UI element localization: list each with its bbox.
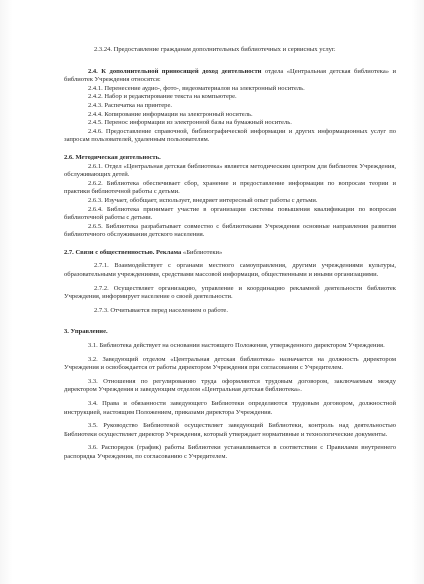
section-2-7-title-rest: «Библиотеки» bbox=[181, 248, 223, 256]
paragraph-2-6-5: 2.6.5. Библиотека разрабатывает совместно с библиотеками Учреждения основные направления развития библиотечного обслуживания детского населения. bbox=[64, 222, 396, 239]
item-2-4-2: 2.4.2. Набор и редактирование текста на компьютере. bbox=[88, 93, 237, 101]
paragraph-3-4: 3.4. Права и обязанности заведующего Библиотеки определяются трудовым договором, должностной инструкцией, настоящим Положением, приказами директора Учреждения. bbox=[64, 400, 396, 416]
paragraph-2-6-2: 2.6.2. Библиотека обеспечивает сбор, хранение и предоставление информации по вопросам теории и практики библиотечной работы с детьми. bbox=[64, 179, 396, 196]
paragraph-2-7-3: 2.7.3. Отчитывается перед населением о работе. bbox=[94, 306, 228, 314]
item-2-4-1: 2.4.1. Перенесение аудио-, фото-, видеоматериалов на электронный носитель. bbox=[88, 84, 305, 92]
section-2-4-heading bbox=[64, 68, 396, 85]
section-2-4-title: 2.4. К дополнительной приносящей доход деятельности bbox=[88, 67, 262, 75]
item-2-4-6: 2.4.6. Предоставление справочной, библиографической информации и других информационных услуг по запросам пользователей, удаленным пользователям. bbox=[64, 127, 396, 144]
section-2-6-heading: 2.6. Методическая деятельность. bbox=[64, 153, 161, 161]
paragraph-3-3: 3.3. Отношения по регулированию труда оформляются трудовым договором, заключаемым между директором Учреждения и заведующим отделом «Центральная детская библиотека». bbox=[64, 377, 396, 394]
paragraph-3-5: 3.5. Руководство Библиотекой осуществляет заведующий Библиотеки, контроль над деятельностью Библиотеки осуществляет директор Учреждения, который утверждает нормативные и технологические документы. bbox=[64, 422, 396, 438]
paragraph-2-6-3: 2.6.3. Изучает, обобщает, использует, внедряет интересный опыт работы с детьми. bbox=[88, 196, 318, 204]
paragraph-2-3-24: 2.3.24. Предоставление гражданам дополнительных библиотечных и сервисных услуг. bbox=[94, 46, 336, 53]
paragraph-2-7-1: 2.7.1. Взаимодействует с органами местного самоуправления, другими учреждениями культуры, образовательными учреждениями, средствами массовой информации, общественными и иными организациями. bbox=[64, 262, 396, 279]
section-3-heading: 3. Управление. bbox=[64, 328, 108, 336]
paragraph-2-7-2: 2.7.2. Осуществляет организацию, управление и координацию рекламной деятельности библиотек Учреждения, информирует население о своей деятельности. bbox=[64, 284, 396, 301]
paragraph-3-1: 3.1. Библиотека действует на основании настоящего Положения, утвержденного директором Учреждения. bbox=[88, 342, 385, 350]
paragraph-2-6-1: 2.6.1. Отдел «Центральная детская библиотека» является методическим центром для библиотек Учреждения, обслуживающих детей. bbox=[64, 162, 396, 179]
section-2-7-heading bbox=[64, 249, 396, 258]
document-body bbox=[64, 46, 396, 462]
section-2-7-title: 2.7. Связи с общественностью. Реклама bbox=[64, 248, 182, 256]
item-2-4-5: 2.4.5. Перенос информации из электронной базы на бумажный носитель. bbox=[88, 119, 292, 127]
paragraph-3-2: 3.2. Заведующий отделом «Центральная детская библиотека» назначается на должность директором Учреждения и освобождается от работы директором Учреждения при согласовании с Учредителем. bbox=[64, 355, 396, 372]
paragraph-3-6: 3.6. Распорядок (график) работы Библиотеки устанавливается в соответствии с Правилами внутреннего распорядка Учреждения, по согласованию с Учредителем. bbox=[64, 444, 396, 460]
item-2-4-4: 2.4.4. Копирование информации на электронный носитель. bbox=[88, 110, 253, 118]
section-2-4-title-rest: отдела «Центральная детская библиотека» и библиотек Учреждения относятся: bbox=[64, 67, 396, 84]
paragraph-2-6-4: 2.6.4. Библиотека принимает участие в организации системы повышения квалификации по вопросам библиотечной работы с детьми. bbox=[64, 205, 396, 222]
item-2-4-3: 2.4.3. Распечатка на принтере. bbox=[88, 101, 172, 109]
